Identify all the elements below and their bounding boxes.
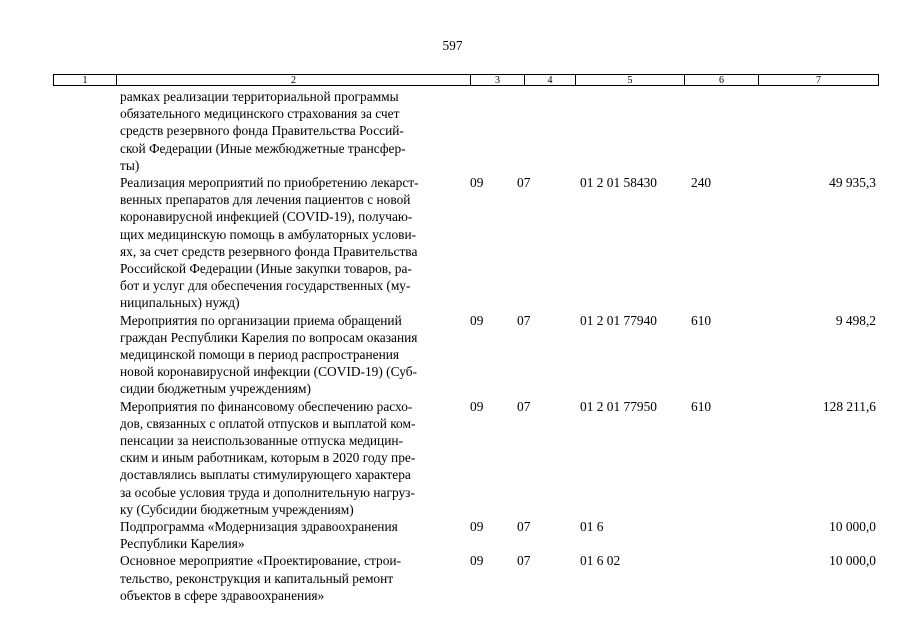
row-section: 09 [470, 312, 484, 328]
header-col-5: 5 [576, 75, 685, 85]
row-expense-type: 610 [691, 312, 712, 328]
row-amount: 9 498,2 [835, 312, 876, 328]
table-row [0, 312, 905, 398]
row-target-article: 01 2 01 77950 [580, 398, 657, 414]
row-subsection: 07 [517, 553, 531, 569]
header-col-3: 3 [471, 75, 525, 85]
table-row [0, 398, 905, 518]
row-expense-type: 610 [691, 398, 712, 414]
row-name: Реализация мероприятий по приобретению лекарст- венных препаратов для лечения пациентов с новой коронавирусной инфекцией (COVID-19), получаю- щих медицинскую помощь в амбулаторных услови- ях, за счет средств резервного фонда Правительства Российской Федерации (Иные закупки товаров, ра- бот и услуг для обеспечения государственных (му- ниципальных) нужд) [120, 175, 419, 311]
header-col-2: 2 [117, 75, 471, 85]
page-number: 597 [442, 38, 463, 53]
row-section: 09 [470, 175, 484, 191]
row-target-article: 01 6 02 [580, 553, 621, 569]
row-section: 09 [470, 519, 484, 535]
row-section: 09 [470, 398, 484, 414]
header-col-6: 6 [685, 75, 759, 85]
row-amount: 128 211,6 [822, 398, 876, 414]
row-name: Мероприятия по организации приема обращений граждан Республики Карелия по вопросам оказания медицинской помощи в период распространения новой коронавирусной инфекции (COVID-19) (Суб- сидии бюджетным учреждениям) [120, 312, 418, 397]
header-col-4: 4 [525, 75, 576, 85]
row-amount: 49 935,3 [829, 175, 876, 191]
row-amount: 10 000,0 [829, 519, 876, 535]
table-row [0, 518, 905, 552]
row-name: Основное мероприятие «Проектирование, строи- тельство, реконструкция и капитальный ремонт объектов в сфере здравоохранения» [120, 553, 402, 603]
row-name: рамках реализации территориальной программы обязательного медицинского страхования за счет средств резервного фонда Правительства Россий- ской Федерации (Иные межбюджетные трансфер- ты) [120, 89, 406, 173]
row-subsection: 07 [517, 312, 531, 328]
header-col-7: 7 [816, 75, 821, 86]
row-section: 09 [470, 553, 484, 569]
row-subsection: 07 [517, 175, 531, 191]
row-name: Мероприятия по финансовому обеспечению расхо- дов, связанных с оплатой отпусков и выплатой ком- пенсации за неиспользованные отпуска медицин- ским и иным работникам, которым в 2020 году пре- доставлялись выплаты стимулирующего характера за особые условия труда и дополнительную нагруз- ку (Субсидии бюджетным учреждениям) [120, 398, 416, 517]
row-target-article: 01 2 01 58430 [580, 175, 657, 191]
row-subsection: 07 [517, 398, 531, 414]
table-row [0, 174, 905, 312]
row-subsection: 07 [517, 519, 531, 535]
budget-table-body [0, 88, 905, 604]
table-row [0, 552, 905, 604]
row-target-article: 01 2 01 77940 [580, 312, 657, 328]
header-col-1: 1 [54, 75, 117, 85]
row-amount: 10 000,0 [829, 553, 876, 569]
table-header-row [53, 74, 879, 86]
row-expense-type: 240 [691, 175, 712, 191]
table-row [0, 88, 905, 174]
row-target-article: 01 6 [580, 519, 604, 535]
row-name: Подпрограмма «Модернизация здравоохранения Республики Карелия» [120, 519, 398, 552]
